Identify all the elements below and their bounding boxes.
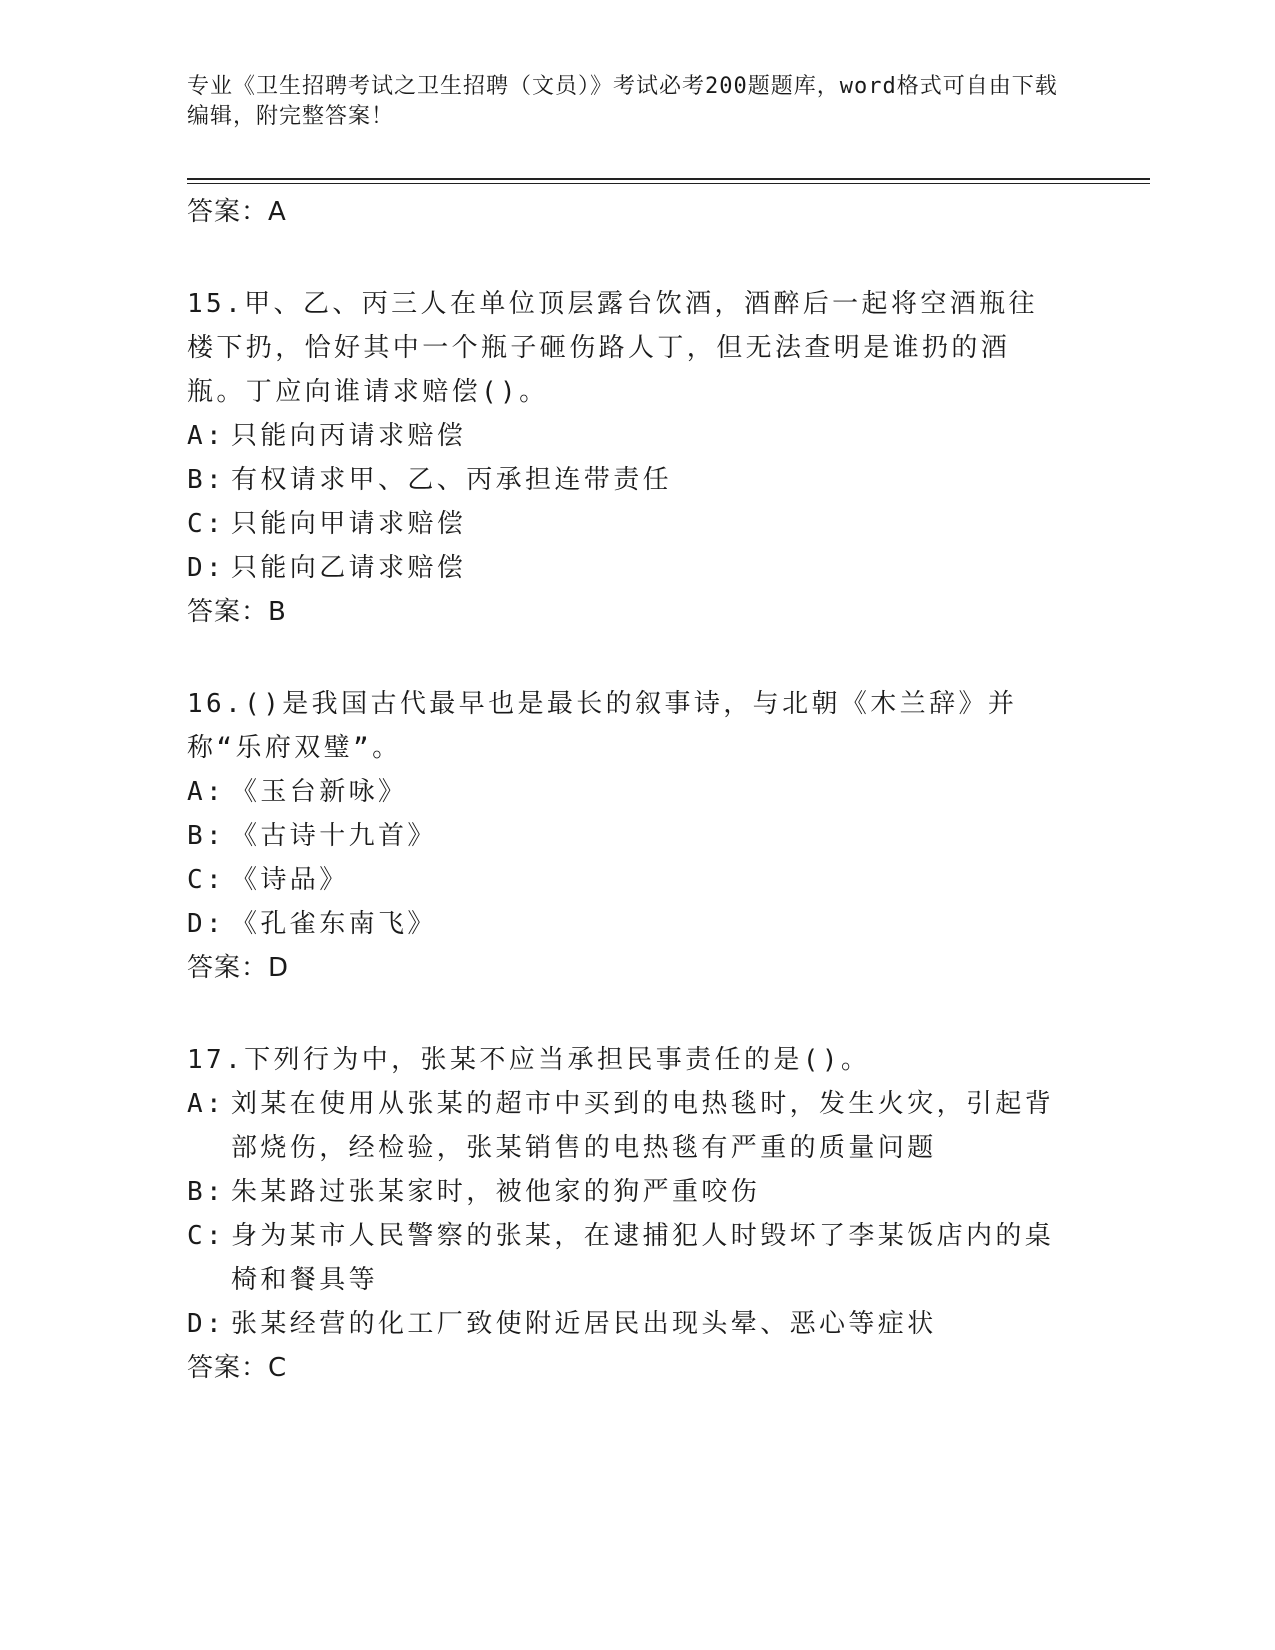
option-text: 《孔雀东南飞》 xyxy=(231,909,437,939)
option-text: 身为某市人民警察的张某，在逮捕犯人时毁坏了李某饭店内的桌椅和餐具等 xyxy=(231,1221,1055,1295)
option-text: 只能向丙请求赔偿 xyxy=(231,421,467,451)
option-key: A: xyxy=(187,777,226,807)
answer-line: 答案：C xyxy=(187,1353,288,1383)
question-list xyxy=(187,190,1067,1438)
question-text: 17.下列行为中，张某不应当承担民事责任的是()。 xyxy=(187,1045,871,1075)
option-d xyxy=(187,1302,1067,1346)
option-d xyxy=(187,546,1067,590)
option-text: 有权请求甲、乙、丙承担连带责任 xyxy=(231,465,673,495)
answer-line: 答案：A xyxy=(187,197,287,227)
option-key: C: xyxy=(187,1221,226,1251)
option-text: 只能向乙请求赔偿 xyxy=(231,553,467,583)
option-key: D: xyxy=(187,553,226,583)
option-a xyxy=(187,1082,1067,1170)
header-divider-thick xyxy=(187,178,1150,180)
option-key: B: xyxy=(187,821,226,851)
document-header: 专业《卫生招聘考试之卫生招聘（文员）》考试必考200题题库，word格式可自由下载编辑，附完整答案！ xyxy=(187,74,1058,129)
option-key: A: xyxy=(187,1089,226,1119)
option-key: D: xyxy=(187,909,226,939)
option-d xyxy=(187,902,1067,946)
question-block xyxy=(187,682,1067,990)
option-a xyxy=(187,770,1067,814)
option-text: 《诗品》 xyxy=(231,865,349,895)
option-key: C: xyxy=(187,865,226,895)
answer-line: 答案：D xyxy=(187,953,290,983)
option-text: 朱某路过张某家时，被他家的狗严重咬伤 xyxy=(231,1177,761,1207)
answer-line: 答案：B xyxy=(187,597,287,627)
option-text: 《玉台新咏》 xyxy=(231,777,408,807)
option-text: 张某经营的化工厂致使附近居民出现头晕、恶心等症状 xyxy=(231,1309,937,1339)
option-c xyxy=(187,858,1067,902)
option-c xyxy=(187,502,1067,546)
option-key: B: xyxy=(187,465,226,495)
question-block xyxy=(187,282,1067,634)
option-b xyxy=(187,814,1067,858)
option-b xyxy=(187,458,1067,502)
question-text: 16.()是我国古代最早也是最长的叙事诗，与北朝《木兰辞》并称“乐府双璧”。 xyxy=(187,689,1018,763)
option-key: D: xyxy=(187,1309,226,1339)
header-divider-thin xyxy=(187,183,1150,184)
question-block xyxy=(187,1038,1067,1390)
option-key: C: xyxy=(187,509,226,539)
option-key: A: xyxy=(187,421,226,451)
option-c xyxy=(187,1214,1067,1302)
option-a xyxy=(187,414,1067,458)
option-key: B: xyxy=(187,1177,226,1207)
option-text: 只能向甲请求赔偿 xyxy=(231,509,467,539)
option-text: 刘某在使用从张某的超市中买到的电热毯时，发生火灾，引起背部烧伤，经检验，张某销售的电热毯有严重的质量问题 xyxy=(231,1089,1055,1163)
option-b xyxy=(187,1170,1067,1214)
option-text: 《古诗十九首》 xyxy=(231,821,437,851)
question-text: 15.甲、乙、丙三人在单位顶层露台饮酒，酒醉后一起将空酒瓶往楼下扔，恰好其中一个瓶子砸伤路人丁，但无法查明是谁扔的酒瓶。丁应向谁请求赔偿()。 xyxy=(187,289,1038,407)
